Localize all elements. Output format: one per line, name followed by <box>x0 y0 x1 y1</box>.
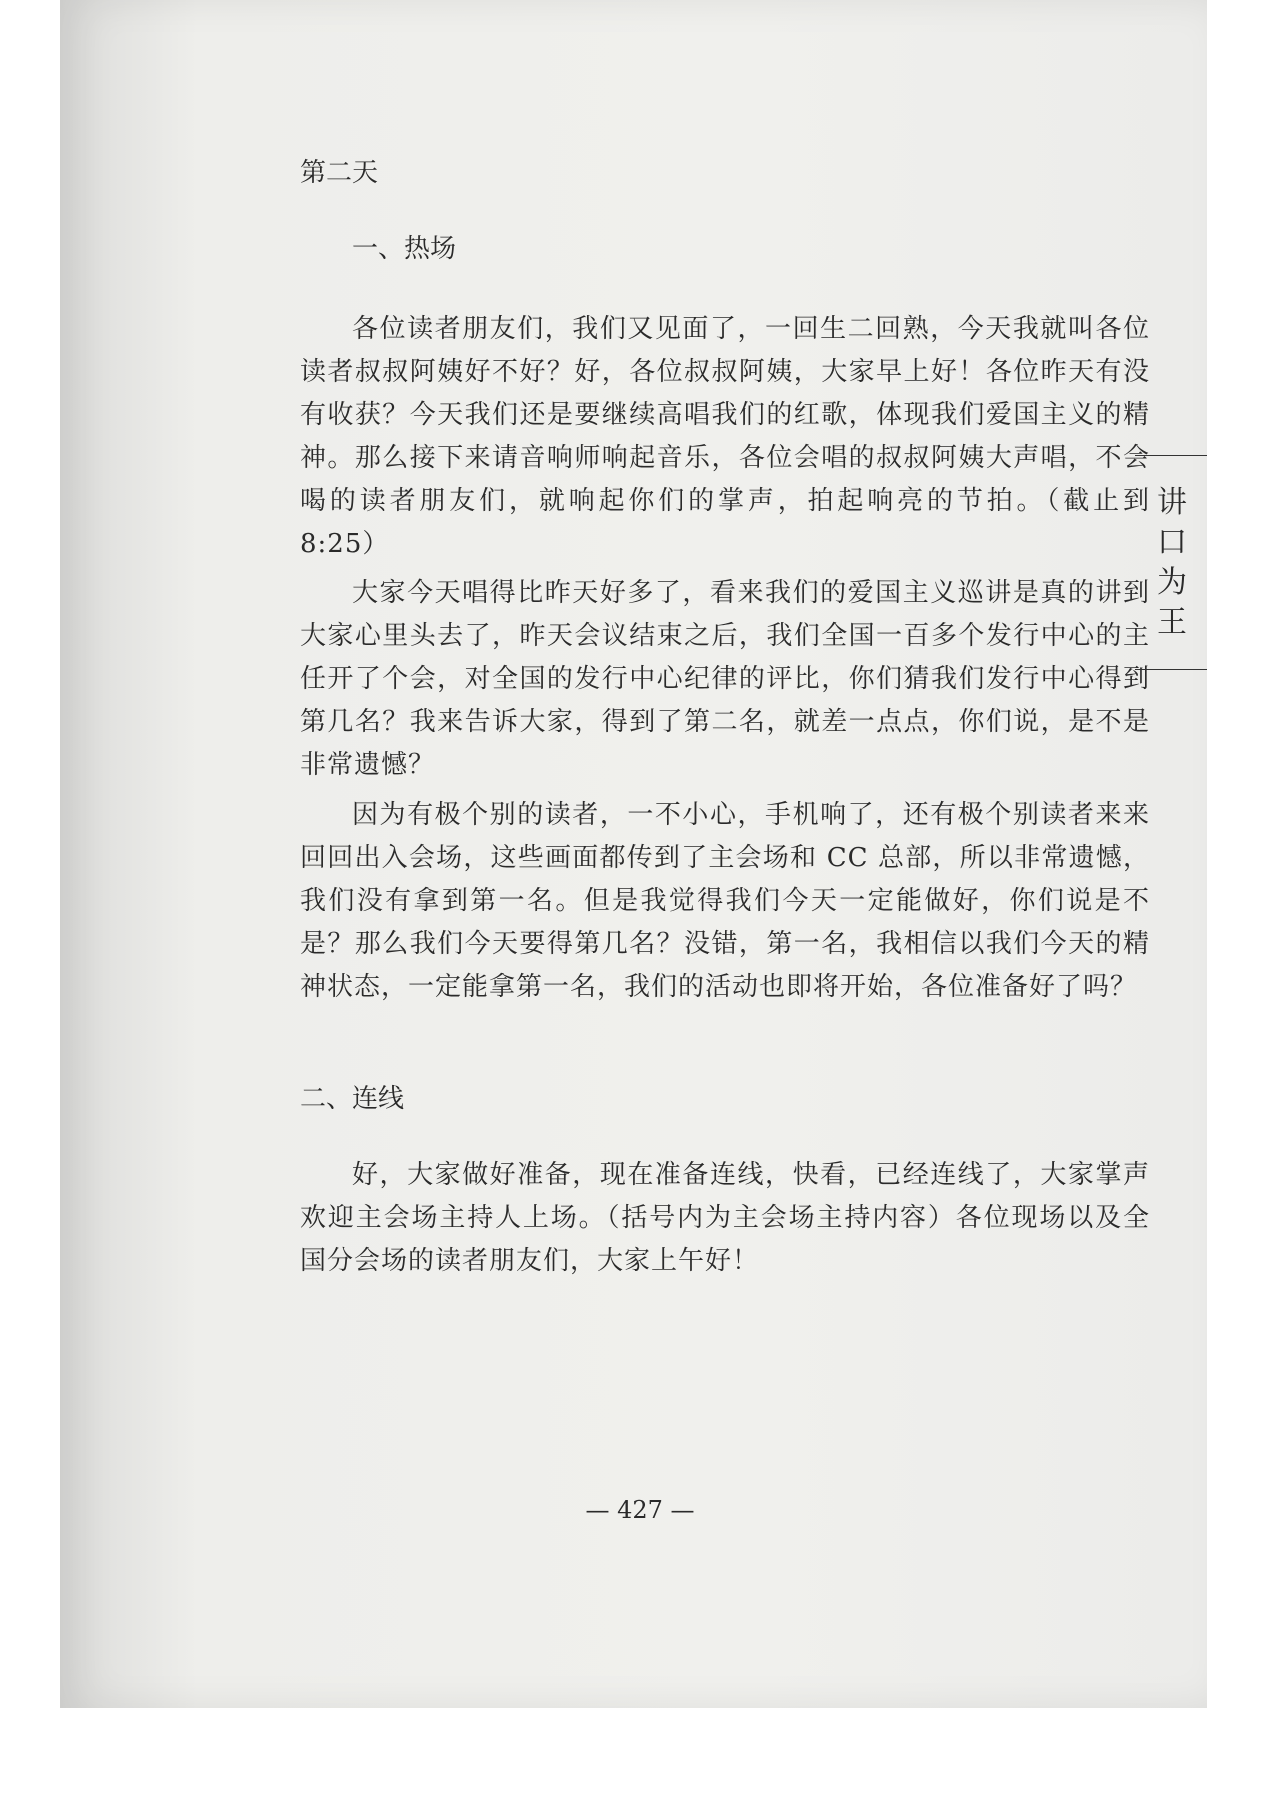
paragraph-warmup-3: 因为有极个别的读者，一不小心，手机响了，还有极个别读者来来回回出入会场，这些画面都传到了主会场和 CC 总部，所以非常遗憾，我们没有拿到第一名。但是我觉得我们今天一定能做好，你们说是不是？那么我们今天要得第几名？没错，第一名，我相信以我们今天的精神状态，一定能拿第一名，我们的活动也即将开始，各位准备好了吗？ <box>300 800 1150 1002</box>
side-tab <box>1135 455 1207 670</box>
paragraph-warmup-1: 各位读者朋友们，我们又见面了，一回生二回熟，今天我就叫各位读者叔叔阿姨好不好？好，各位叔叔阿姨，大家早上好！各位昨天有没有收获？今天我们还是要继续高唱我们的红歌，体现我们爱国主义的精神。那么接下来请音响师响起音乐，各位会唱的叔叔阿姨大声唱，不会喝的读者朋友们，就响起你们的掌声，拍起响亮的节拍。（截止到 8:25） <box>300 314 1150 559</box>
section-heading-warmup: 一、热场 <box>352 234 457 264</box>
page-photo <box>60 0 1207 1708</box>
paragraph-connect-1: 好，大家做好准备，现在准备连线，快看，已经连线了，大家掌声欢迎主会场主持人上场。（括号内为主会场主持内容）各位现场以及全国分会场的读者朋友们，大家上午好！ <box>300 1160 1150 1276</box>
side-tab-title: 讲口为王 <box>1157 485 1187 640</box>
side-tab-top-rule <box>1135 455 1207 456</box>
side-tab-bottom-rule <box>1135 669 1207 670</box>
day-title: 第二天 <box>300 158 379 188</box>
section-heading-connect: 二、连线 <box>300 1084 405 1114</box>
paragraph-warmup-2: 大家今天唱得比昨天好多了，看来我们的爱国主义巡讲是真的讲到大家心里头去了，昨天会议结束之后，我们全国一百多个发行中心的主任开了个会，对全国的发行中心纪律的评比，你们猜我们发行中心得到第几名？我来告诉大家，得到了第二名，就差一点点，你们说，是不是非常遗憾？ <box>300 578 1150 780</box>
page-number: — 427 — <box>585 1496 695 1524</box>
